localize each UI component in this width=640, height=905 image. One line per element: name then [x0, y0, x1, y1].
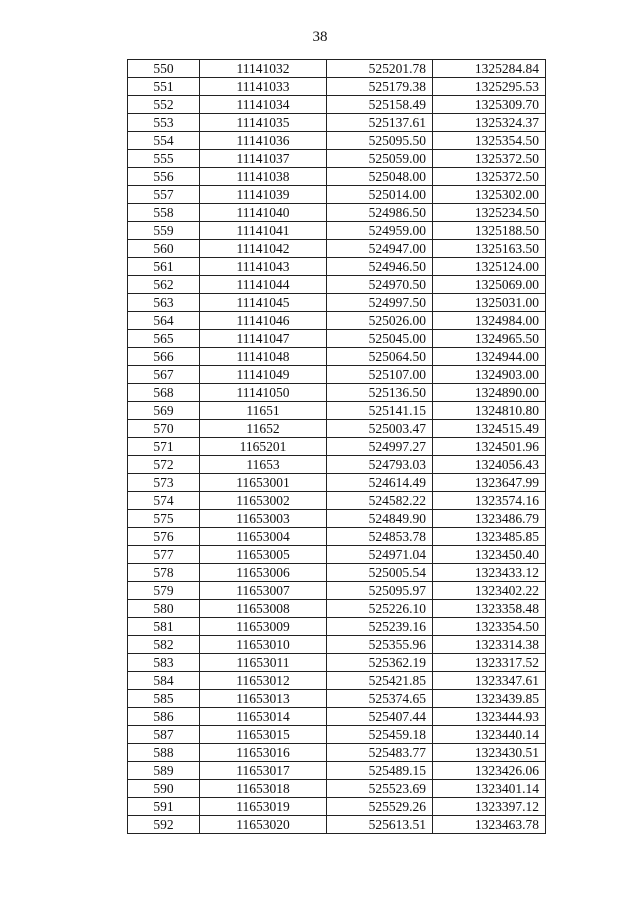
point-code-cell: 11141035 — [200, 114, 327, 132]
point-code-cell: 11141033 — [200, 78, 327, 96]
y-coordinate-cell: 1324890.00 — [433, 384, 546, 402]
point-number-cell: 578 — [128, 564, 200, 582]
table-row — [128, 528, 546, 546]
point-number-cell: 557 — [128, 186, 200, 204]
y-coordinate-cell: 1323426.06 — [433, 762, 546, 780]
x-coordinate-cell: 524582.22 — [327, 492, 433, 510]
table-row — [128, 150, 546, 168]
x-coordinate-cell: 525048.00 — [327, 168, 433, 186]
point-number-cell: 552 — [128, 96, 200, 114]
x-coordinate-cell: 525141.15 — [327, 402, 433, 420]
table-row — [128, 276, 546, 294]
table-row — [128, 690, 546, 708]
y-coordinate-cell: 1323463.78 — [433, 816, 546, 834]
point-code-cell: 11141040 — [200, 204, 327, 222]
point-code-cell: 11652 — [200, 420, 327, 438]
y-coordinate-cell: 1324984.00 — [433, 312, 546, 330]
x-coordinate-cell: 524986.50 — [327, 204, 433, 222]
point-number-cell: 576 — [128, 528, 200, 546]
point-code-cell: 11141036 — [200, 132, 327, 150]
y-coordinate-cell: 1323358.48 — [433, 600, 546, 618]
table-row — [128, 474, 546, 492]
x-coordinate-cell: 525421.85 — [327, 672, 433, 690]
point-code-cell: 11653014 — [200, 708, 327, 726]
point-code-cell: 11141034 — [200, 96, 327, 114]
point-code-cell: 11653005 — [200, 546, 327, 564]
x-coordinate-cell: 525483.77 — [327, 744, 433, 762]
table-row — [128, 330, 546, 348]
point-number-cell: 580 — [128, 600, 200, 618]
y-coordinate-cell: 1323397.12 — [433, 798, 546, 816]
point-code-cell: 11651 — [200, 402, 327, 420]
point-number-cell: 582 — [128, 636, 200, 654]
y-coordinate-cell: 1323485.85 — [433, 528, 546, 546]
point-number-cell: 553 — [128, 114, 200, 132]
table-row — [128, 600, 546, 618]
point-number-cell: 550 — [128, 60, 200, 78]
point-code-cell: 11141045 — [200, 294, 327, 312]
y-coordinate-cell: 1325302.00 — [433, 186, 546, 204]
y-coordinate-cell: 1323314.38 — [433, 636, 546, 654]
y-coordinate-cell: 1323440.14 — [433, 726, 546, 744]
x-coordinate-cell: 524614.49 — [327, 474, 433, 492]
y-coordinate-cell: 1323354.50 — [433, 618, 546, 636]
y-coordinate-cell: 1323402.22 — [433, 582, 546, 600]
table-row — [128, 294, 546, 312]
y-coordinate-cell: 1323486.79 — [433, 510, 546, 528]
y-coordinate-cell: 1323439.85 — [433, 690, 546, 708]
y-coordinate-cell: 1325372.50 — [433, 150, 546, 168]
point-code-cell: 11653007 — [200, 582, 327, 600]
point-number-cell: 592 — [128, 816, 200, 834]
table-row — [128, 186, 546, 204]
point-number-cell: 568 — [128, 384, 200, 402]
point-number-cell: 551 — [128, 78, 200, 96]
table-row — [128, 510, 546, 528]
y-coordinate-cell: 1325124.00 — [433, 258, 546, 276]
table-row — [128, 384, 546, 402]
x-coordinate-cell: 525136.50 — [327, 384, 433, 402]
point-code-cell: 11653010 — [200, 636, 327, 654]
coordinates-table-body — [128, 60, 546, 834]
table-row — [128, 402, 546, 420]
y-coordinate-cell: 1324810.80 — [433, 402, 546, 420]
point-number-cell: 590 — [128, 780, 200, 798]
y-coordinate-cell: 1323317.52 — [433, 654, 546, 672]
y-coordinate-cell: 1323347.61 — [433, 672, 546, 690]
point-number-cell: 583 — [128, 654, 200, 672]
x-coordinate-cell: 524997.50 — [327, 294, 433, 312]
point-number-cell: 565 — [128, 330, 200, 348]
point-code-cell: 11653012 — [200, 672, 327, 690]
y-coordinate-cell: 1325031.00 — [433, 294, 546, 312]
x-coordinate-cell: 524997.27 — [327, 438, 433, 456]
x-coordinate-cell: 524793.03 — [327, 456, 433, 474]
point-code-cell: 11141043 — [200, 258, 327, 276]
point-number-cell: 569 — [128, 402, 200, 420]
x-coordinate-cell: 525158.49 — [327, 96, 433, 114]
y-coordinate-cell: 1325309.70 — [433, 96, 546, 114]
x-coordinate-cell: 525613.51 — [327, 816, 433, 834]
y-coordinate-cell: 1325069.00 — [433, 276, 546, 294]
point-code-cell: 11141047 — [200, 330, 327, 348]
table-row — [128, 132, 546, 150]
x-coordinate-cell: 525407.44 — [327, 708, 433, 726]
table-row — [128, 348, 546, 366]
point-number-cell: 586 — [128, 708, 200, 726]
point-code-cell: 11653008 — [200, 600, 327, 618]
point-code-cell: 11653003 — [200, 510, 327, 528]
x-coordinate-cell: 525179.38 — [327, 78, 433, 96]
y-coordinate-cell: 1324903.00 — [433, 366, 546, 384]
x-coordinate-cell: 524947.00 — [327, 240, 433, 258]
table-row — [128, 618, 546, 636]
x-coordinate-cell: 524959.00 — [327, 222, 433, 240]
point-code-cell: 11653001 — [200, 474, 327, 492]
point-code-cell: 11141049 — [200, 366, 327, 384]
point-number-cell: 581 — [128, 618, 200, 636]
point-number-cell: 561 — [128, 258, 200, 276]
x-coordinate-cell: 525239.16 — [327, 618, 433, 636]
y-coordinate-cell: 1325372.50 — [433, 168, 546, 186]
x-coordinate-cell: 525226.10 — [327, 600, 433, 618]
table-row — [128, 636, 546, 654]
point-code-cell: 11653013 — [200, 690, 327, 708]
point-number-cell: 574 — [128, 492, 200, 510]
point-code-cell: 11141041 — [200, 222, 327, 240]
point-code-cell: 11141032 — [200, 60, 327, 78]
x-coordinate-cell: 525059.00 — [327, 150, 433, 168]
point-number-cell: 563 — [128, 294, 200, 312]
x-coordinate-cell: 525362.19 — [327, 654, 433, 672]
x-coordinate-cell: 525064.50 — [327, 348, 433, 366]
x-coordinate-cell: 525374.65 — [327, 690, 433, 708]
table-row — [128, 204, 546, 222]
point-number-cell: 589 — [128, 762, 200, 780]
y-coordinate-cell: 1324501.96 — [433, 438, 546, 456]
table-row — [128, 780, 546, 798]
x-coordinate-cell: 525045.00 — [327, 330, 433, 348]
coordinates-table — [127, 59, 546, 834]
point-code-cell: 11141042 — [200, 240, 327, 258]
table-row — [128, 312, 546, 330]
table-row — [128, 672, 546, 690]
point-number-cell: 554 — [128, 132, 200, 150]
point-code-cell: 11141044 — [200, 276, 327, 294]
x-coordinate-cell: 525489.15 — [327, 762, 433, 780]
table-row — [128, 60, 546, 78]
y-coordinate-cell: 1325295.53 — [433, 78, 546, 96]
x-coordinate-cell: 525529.26 — [327, 798, 433, 816]
point-number-cell: 588 — [128, 744, 200, 762]
point-code-cell: 11653018 — [200, 780, 327, 798]
point-code-cell: 11141039 — [200, 186, 327, 204]
x-coordinate-cell: 525095.50 — [327, 132, 433, 150]
x-coordinate-cell: 525095.97 — [327, 582, 433, 600]
table-row — [128, 438, 546, 456]
table-row — [128, 366, 546, 384]
y-coordinate-cell: 1323450.40 — [433, 546, 546, 564]
y-coordinate-cell: 1323401.14 — [433, 780, 546, 798]
table-row — [128, 816, 546, 834]
table-row — [128, 744, 546, 762]
point-code-cell: 11653002 — [200, 492, 327, 510]
x-coordinate-cell: 525003.47 — [327, 420, 433, 438]
x-coordinate-cell: 525459.18 — [327, 726, 433, 744]
point-number-cell: 558 — [128, 204, 200, 222]
point-code-cell: 11653004 — [200, 528, 327, 546]
point-number-cell: 575 — [128, 510, 200, 528]
point-code-cell: 11141038 — [200, 168, 327, 186]
point-number-cell: 591 — [128, 798, 200, 816]
point-code-cell: 11653011 — [200, 654, 327, 672]
point-code-cell: 1165201 — [200, 438, 327, 456]
y-coordinate-cell: 1325234.50 — [433, 204, 546, 222]
x-coordinate-cell: 525355.96 — [327, 636, 433, 654]
point-code-cell: 11141050 — [200, 384, 327, 402]
table-row — [128, 114, 546, 132]
x-coordinate-cell: 525107.00 — [327, 366, 433, 384]
table-row — [128, 78, 546, 96]
y-coordinate-cell: 1324965.50 — [433, 330, 546, 348]
point-number-cell: 573 — [128, 474, 200, 492]
table-row — [128, 708, 546, 726]
y-coordinate-cell: 1325163.50 — [433, 240, 546, 258]
x-coordinate-cell: 525137.61 — [327, 114, 433, 132]
table-row — [128, 456, 546, 474]
x-coordinate-cell: 525005.54 — [327, 564, 433, 582]
x-coordinate-cell: 525014.00 — [327, 186, 433, 204]
point-number-cell: 566 — [128, 348, 200, 366]
table-row — [128, 582, 546, 600]
point-number-cell: 570 — [128, 420, 200, 438]
point-number-cell: 587 — [128, 726, 200, 744]
point-code-cell: 11653019 — [200, 798, 327, 816]
x-coordinate-cell: 524971.04 — [327, 546, 433, 564]
table-row — [128, 96, 546, 114]
table-row — [128, 222, 546, 240]
x-coordinate-cell: 524970.50 — [327, 276, 433, 294]
table-row — [128, 726, 546, 744]
table-row — [128, 258, 546, 276]
y-coordinate-cell: 1325354.50 — [433, 132, 546, 150]
point-number-cell: 562 — [128, 276, 200, 294]
y-coordinate-cell: 1323433.12 — [433, 564, 546, 582]
point-number-cell: 579 — [128, 582, 200, 600]
x-coordinate-cell: 524946.50 — [327, 258, 433, 276]
table-row — [128, 654, 546, 672]
point-number-cell: 567 — [128, 366, 200, 384]
point-number-cell: 555 — [128, 150, 200, 168]
x-coordinate-cell: 525523.69 — [327, 780, 433, 798]
y-coordinate-cell: 1324515.49 — [433, 420, 546, 438]
x-coordinate-cell: 524853.78 — [327, 528, 433, 546]
table-row — [128, 564, 546, 582]
point-code-cell: 11653016 — [200, 744, 327, 762]
y-coordinate-cell: 1323647.99 — [433, 474, 546, 492]
y-coordinate-cell: 1323574.16 — [433, 492, 546, 510]
table-row — [128, 240, 546, 258]
x-coordinate-cell: 525201.78 — [327, 60, 433, 78]
point-code-cell: 11653009 — [200, 618, 327, 636]
table-row — [128, 798, 546, 816]
point-code-cell: 11141046 — [200, 312, 327, 330]
page-number: 38 — [312, 29, 328, 45]
point-number-cell: 564 — [128, 312, 200, 330]
y-coordinate-cell: 1324056.43 — [433, 456, 546, 474]
x-coordinate-cell: 524849.90 — [327, 510, 433, 528]
point-code-cell: 11653006 — [200, 564, 327, 582]
point-code-cell: 11653020 — [200, 816, 327, 834]
point-number-cell: 556 — [128, 168, 200, 186]
table-row — [128, 420, 546, 438]
table-row — [128, 762, 546, 780]
point-number-cell: 571 — [128, 438, 200, 456]
x-coordinate-cell: 525026.00 — [327, 312, 433, 330]
table-row — [128, 492, 546, 510]
point-number-cell: 560 — [128, 240, 200, 258]
y-coordinate-cell: 1323430.51 — [433, 744, 546, 762]
table-row — [128, 168, 546, 186]
point-number-cell: 572 — [128, 456, 200, 474]
y-coordinate-cell: 1325188.50 — [433, 222, 546, 240]
y-coordinate-cell: 1323444.93 — [433, 708, 546, 726]
y-coordinate-cell: 1324944.00 — [433, 348, 546, 366]
point-code-cell: 11653 — [200, 456, 327, 474]
y-coordinate-cell: 1325324.37 — [433, 114, 546, 132]
point-number-cell: 584 — [128, 672, 200, 690]
point-number-cell: 577 — [128, 546, 200, 564]
point-code-cell: 11653017 — [200, 762, 327, 780]
y-coordinate-cell: 1325284.84 — [433, 60, 546, 78]
point-code-cell: 11141037 — [200, 150, 327, 168]
point-number-cell: 559 — [128, 222, 200, 240]
table-row — [128, 546, 546, 564]
point-code-cell: 11141048 — [200, 348, 327, 366]
point-code-cell: 11653015 — [200, 726, 327, 744]
point-number-cell: 585 — [128, 690, 200, 708]
